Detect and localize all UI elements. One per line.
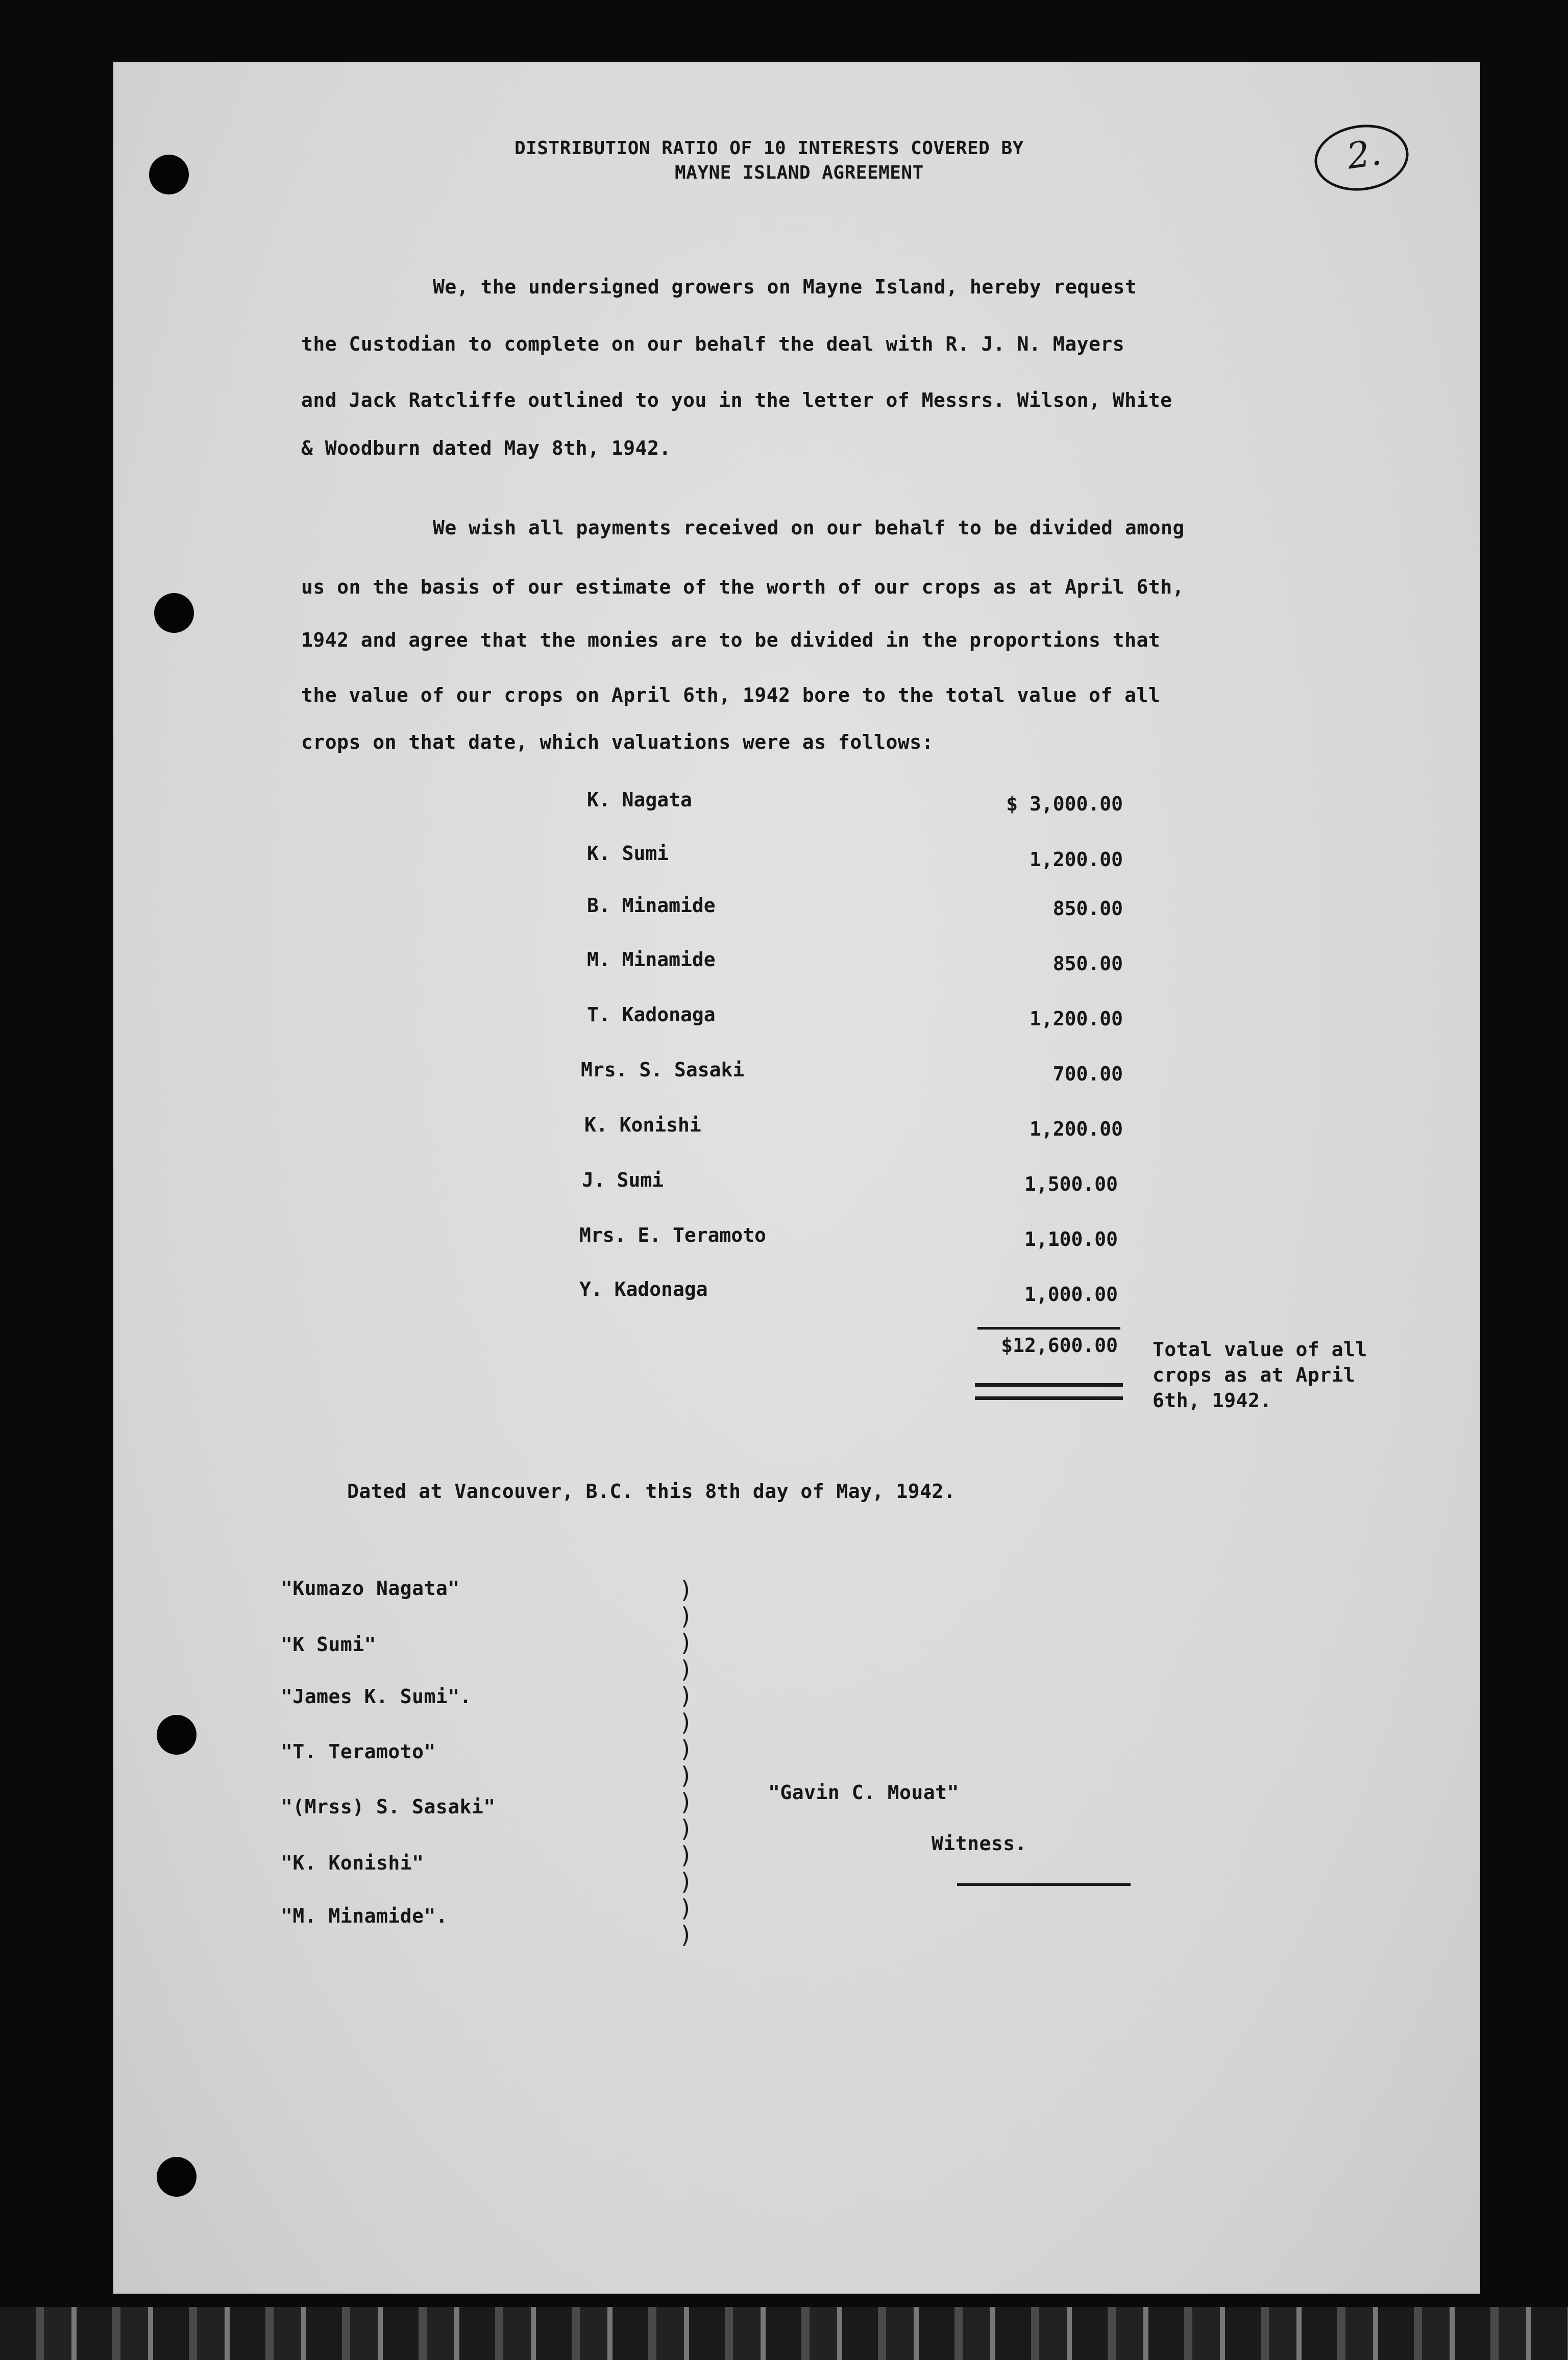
valuation-name: J. Sumi — [582, 1169, 664, 1191]
bracket-mark: ) — [679, 1788, 693, 1816]
total-note-line-3: 6th, 1942. — [1153, 1389, 1272, 1412]
valuation-amount: 1,100.00 — [1024, 1228, 1118, 1250]
witness-name: "Gavin C. Mouat" — [768, 1781, 960, 1804]
witness-signature-line — [957, 1883, 1131, 1886]
valuation-amount: 850.00 — [1052, 897, 1123, 920]
paragraph2-line-4: the value of our crops on April 6th, 1942 bore to the total value of all — [301, 684, 1161, 706]
heading-line-1: DISTRIBUTION RATIO OF 10 INTERESTS COVERED BY — [514, 138, 1024, 159]
signature: "James K. Sumi". — [281, 1685, 472, 1708]
bracket-mark: ) — [679, 1682, 693, 1710]
film-edge — [0, 2307, 1568, 2360]
valuation-name: T. Kadonaga — [587, 1003, 716, 1026]
valuation-amount: 850.00 — [1052, 952, 1123, 975]
bracket-mark: ) — [679, 1603, 693, 1630]
total-note-line-2: crops as at April — [1153, 1364, 1356, 1386]
bracket-mark: ) — [679, 1762, 693, 1789]
bracket-mark: ) — [679, 1709, 693, 1736]
total-double-rule-1 — [975, 1383, 1123, 1387]
signature: "Kumazo Nagata" — [281, 1577, 460, 1600]
total-double-rule-2 — [975, 1396, 1123, 1400]
signature: "T. Teramoto" — [281, 1740, 436, 1763]
valuation-amount: 1,000.00 — [1024, 1283, 1118, 1306]
valuation-amount: 1,200.00 — [1029, 1007, 1123, 1030]
signature: "(Mrss) S. Sasaki" — [281, 1796, 496, 1818]
bracket-mark: ) — [679, 1921, 693, 1949]
valuation-name: Mrs. E. Teramoto — [579, 1224, 767, 1246]
valuation-amount: 1,200.00 — [1029, 1118, 1123, 1140]
paragraph2-line-5: crops on that date, which valuations were as follows: — [301, 731, 934, 753]
valuation-name: K. Konishi — [584, 1114, 701, 1136]
bracket-mark: ) — [679, 1656, 693, 1683]
paragraph1-line-4: & Woodburn dated May 8th, 1942. — [301, 437, 671, 459]
dated-line: Dated at Vancouver, B.C. this 8th day of May, 1942. — [347, 1480, 956, 1503]
bracket-mark: ) — [679, 1868, 693, 1896]
valuation-name: Mrs. S. Sasaki — [581, 1059, 745, 1081]
valuation-name: K. Nagata — [587, 789, 692, 811]
paragraph1-line-3: and Jack Ratcliffe outlined to you in the letter of Messrs. Wilson, White — [301, 389, 1172, 411]
valuation-amount: $ 3,000.00 — [1006, 793, 1123, 815]
signature: "M. Minamide". — [281, 1905, 448, 1927]
total-amount: $12,600.00 — [1001, 1334, 1118, 1357]
punch-hole — [149, 155, 189, 194]
valuation-amount: 1,500.00 — [1024, 1173, 1118, 1195]
valuation-amount: 700.00 — [1052, 1063, 1123, 1085]
page-number: 2. — [1344, 131, 1384, 178]
bracket-mark: ) — [679, 1735, 693, 1763]
signature: "K. Konishi" — [281, 1852, 424, 1874]
valuation-name: Y. Kadonaga — [579, 1278, 708, 1300]
bracket-mark: ) — [679, 1576, 693, 1604]
paragraph2-line-2: us on the basis of our estimate of the worth of our crops as at April 6th, — [301, 576, 1184, 598]
bracket-mark: ) — [679, 1895, 693, 1922]
signature: "K Sumi" — [281, 1633, 377, 1656]
punch-hole — [154, 593, 194, 633]
valuation-name: M. Minamide — [587, 948, 716, 971]
valuation-name: B. Minamide — [587, 894, 716, 917]
paragraph2-line-3: 1942 and agree that the monies are to be divided in the proportions that — [301, 629, 1161, 651]
valuation-amount: 1,200.00 — [1029, 848, 1123, 871]
bracket-mark: ) — [679, 1841, 693, 1869]
total-top-rule — [977, 1327, 1120, 1330]
paragraph2-line-1: We wish all payments received on our behalf to be divided among — [433, 517, 1185, 539]
valuation-name: K. Sumi — [587, 842, 669, 865]
witness-label: Witness. — [932, 1832, 1027, 1855]
paragraph1-line-2: the Custodian to complete on our behalf the deal with R. J. N. Mayers — [301, 333, 1125, 355]
heading-line-2: MAYNE ISLAND AGREEMENT — [675, 162, 924, 183]
paragraph1-line-1: We, the undersigned growers on Mayne Island, hereby request — [433, 276, 1137, 298]
punch-hole — [157, 1715, 197, 1755]
bracket-mark: ) — [679, 1815, 693, 1842]
bracket-mark: ) — [679, 1629, 693, 1657]
punch-hole — [157, 2157, 197, 2197]
total-note-line-1: Total value of all — [1153, 1338, 1367, 1361]
